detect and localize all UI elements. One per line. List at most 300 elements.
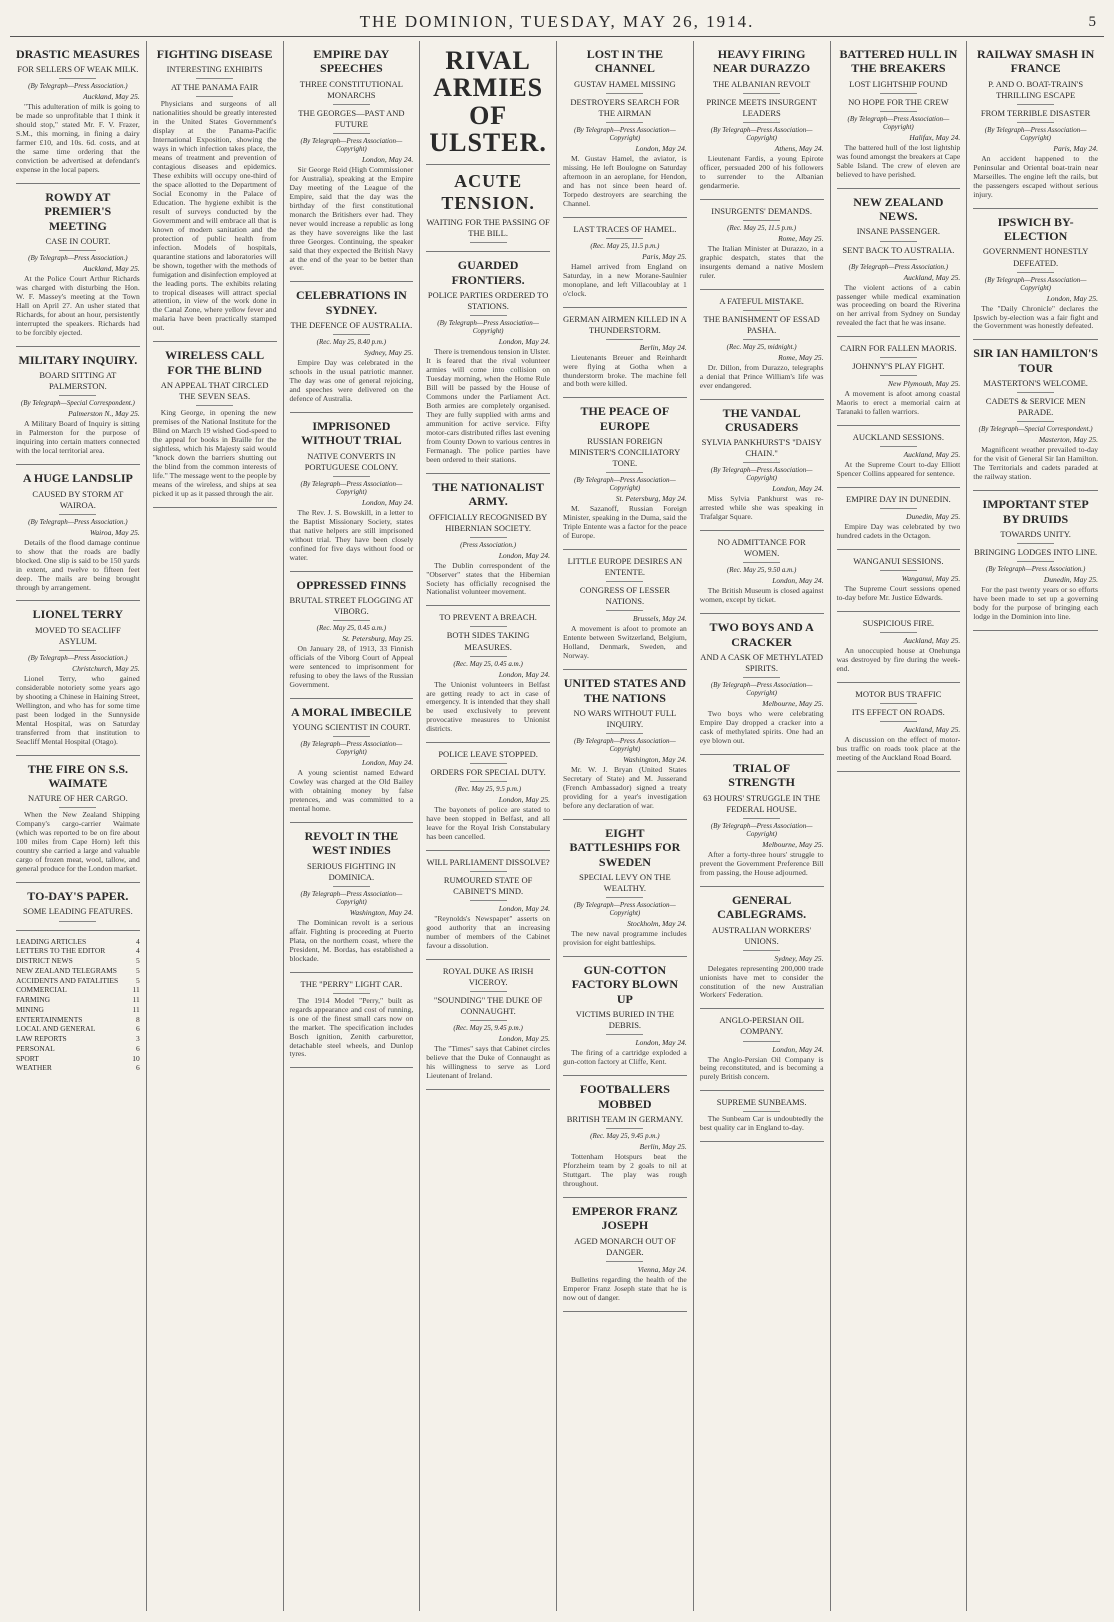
article-place: Melbourne, May 25. [762, 699, 824, 709]
article [700, 406, 824, 523]
article-subheading: WANGANUI SESSIONS. [853, 556, 944, 567]
article-body: A movement is afoot among coastal Maoris to erect a memorial cairn at Taranaki to fallen warriors. [836, 389, 961, 417]
article-subheading: DESTROYERS SEARCH FOR THE AIRMAN [570, 96, 680, 118]
article-subheading: ANGLO-PERSIAN OIL COMPANY. [719, 1015, 804, 1037]
article-headline: EIGHT BATTLESHIPS FOR SWEDEN [569, 825, 681, 869]
article-place: Athens, May 24. [774, 143, 824, 153]
article-subheading: GUSTAV HAMEL MISSING [574, 78, 676, 89]
contents-row [16, 946, 140, 956]
article-headline: DRASTIC MEASURES [16, 47, 140, 61]
rule-divider [606, 581, 643, 582]
article-body: Lieutenants Breuer and Reinhardt were flying at Gotha when a thunderstorm broke. The machine fell and both were killed. [563, 352, 687, 389]
contents-page: 5 [136, 956, 140, 965]
article-place: Auckland, May 25. [903, 450, 961, 460]
article-subheading: JOHNNY'S PLAY FIGHT. [852, 361, 945, 372]
article-separator [563, 307, 687, 308]
rule-divider [1017, 272, 1054, 273]
article-dateline: (By Telegraph—Press Association.) [28, 82, 128, 91]
article-headline: ACUTE TENSION. [441, 171, 535, 213]
article-body: Empire Day was celebrated in the schools in the usual patriotic manner. The day was one of general rejoicing, and speeches were delivered on the defence of Australia. [289, 358, 414, 404]
contents-label: LETTERS TO THE EDITOR [16, 946, 106, 956]
article-dateline: (By Telegraph—Press Association—Copyright) [847, 114, 950, 131]
article-subheading: OFFICIALLY RECOGNISED BY HIBERNIAN SOCIETY. [428, 511, 548, 533]
article-body: On January 28, of 1913, 33 Finnish officials of the Viborg Court of Appeal were sentenced to imprisonment for refusing to obey the laws of the Russian Government. [289, 644, 414, 689]
article-place: London, May 24. [362, 154, 414, 164]
article-body: The new naval programme includes provision for eight battleships. [563, 929, 687, 947]
article-separator [700, 199, 824, 200]
rule-divider [743, 462, 780, 463]
article-subheading: NO ADMITTANCE FOR WOMEN. [717, 537, 806, 559]
rule-divider [880, 375, 917, 376]
article-body: Two boys who were celebrating Empire Day dropped a cracker into a cask of methylated spirits. One had an eye blown out. [699, 709, 824, 746]
article-separator [563, 217, 687, 218]
article-subheading: NATIVE CONVERTS IN PORTUGUESE COLONY. [304, 450, 399, 472]
column-5 [557, 41, 694, 1611]
rule-divider [196, 405, 233, 406]
article-subheading: MOTOR BUS TRAFFIC [855, 689, 942, 700]
article [837, 343, 961, 417]
article-separator [563, 819, 687, 820]
article-place: Dunedin, May 25. [906, 512, 961, 522]
article-headline: GUARDED FRONTIERS. [451, 258, 525, 287]
article-separator [16, 882, 140, 883]
article-body: Hamel arrived from England on Saturday, in a new Morane-Saulnier monoplane, and left Villacoublay at 1 o'clock. [563, 261, 687, 298]
article-separator [973, 208, 1098, 209]
column-8 [967, 41, 1104, 1611]
article-separator [426, 959, 550, 960]
article-place: London, May 24. [498, 904, 550, 914]
article-subheading: LOST LIGHTSHIP FOUND [849, 78, 948, 89]
rule-divider [333, 886, 370, 887]
article-body: The bayonets of police are stated to have been stopped in Belfast, and all leave for the Royal Irish Constabulary has been cancelled. [426, 805, 550, 842]
article-dateline: (Rec. May 25, 9.50 a.m.) [726, 566, 797, 575]
article-body: A Military Board of Inquiry is sitting in Palmerston for the purpose of inquiring into certain matters connected with the local territorial area. [16, 419, 140, 456]
article-subheading: EMPIRE DAY IN DUNEDIN. [846, 494, 951, 505]
article [426, 857, 550, 951]
rule-divider [1017, 392, 1054, 393]
article-dateline: (By Telegraph—Press Association—Copyright) [710, 681, 813, 698]
rule-divider [743, 310, 780, 311]
article-separator [290, 281, 414, 282]
article [563, 314, 687, 390]
article-body: Magnificent weather prevailed to-day for the visit of General Sir Ian Hamilton. The Territorials and cadets paraded at the railway station. [973, 445, 1098, 482]
rule-divider [196, 96, 233, 97]
article-place: Auckland, May 25. [903, 636, 961, 646]
article-subheading: ITS EFFECT ON ROADS. [851, 707, 945, 718]
rule-divider [743, 818, 780, 819]
article-separator [837, 487, 961, 488]
article-separator [426, 850, 550, 851]
article-body: An accident happened to the Peninsular and Oriental boat-train near Marseilles. The engine left the rails, but the passengers escaped without serious injury. [973, 153, 1098, 199]
contents-page: 10 [132, 1053, 140, 1063]
article [426, 258, 550, 464]
article [837, 556, 961, 603]
rule-divider [333, 476, 370, 477]
rule-divider [606, 93, 643, 94]
contents-row [16, 1005, 140, 1015]
rule-divider [606, 610, 643, 611]
article-subheading: CAIRN FOR FALLEN MAORIS. [840, 343, 957, 354]
article-body: The Dominican revolt is a serious affair. Fighting is proceeding at Puerto Plata, on the northern coast, where the President, M. Bordas, has established a blockade. [289, 917, 414, 963]
article [973, 497, 1098, 622]
article-separator [700, 530, 824, 531]
article-body: The Unionist volunteers in Belfast are getting ready to act in case of emergency. It is intended that they shall be used exclusively to prevent provocative measures to Unionist districts. [426, 679, 550, 734]
rule-divider [880, 93, 917, 94]
article-place: London, May 24. [772, 484, 824, 494]
article-body: "This adulteration of milk is going to be made so unprofitable that I think it should stop," stated Mr. F. V. Frazer, S.M., this morning, in fining a dairy farmer £10, and 10s. 6d. costs, and at the same time ordering that the conviction be advertised at defendant's expense in the local papers. [16, 102, 140, 175]
article-subheading: BOTH SIDES TAKING MEASURES. [446, 630, 530, 652]
article-headline: THE VANDAL CRUSADERS [722, 405, 801, 434]
article-dateline: (Rec. May 25, 9.5 p.m.) [455, 785, 522, 794]
contents-page: 5 [136, 975, 140, 985]
article-body: The Sunbeam Car is undoubtedly the best quality car in England to-day. [699, 1114, 824, 1133]
article-headline: RAILWAY SMASH IN FRANCE [976, 47, 1095, 76]
article-separator [290, 571, 414, 572]
article [290, 288, 414, 404]
article-subheading: CADETS & SERVICE MEN PARADE. [985, 396, 1086, 418]
article-subheading: MASTERTON'S WELCOME. [983, 378, 1088, 389]
article [700, 296, 824, 391]
article-place: Sydney, May 25. [774, 953, 824, 963]
contents-row [16, 1054, 140, 1064]
article [563, 404, 687, 541]
article-separator [290, 972, 414, 973]
rule-divider [880, 632, 917, 633]
article-subheading: FOR SELLERS OF WEAK MILK. [17, 64, 139, 75]
article-place: Auckland, May 25. [903, 272, 961, 282]
rule-divider [470, 991, 507, 992]
contents-label: ENTERTAINMENTS [16, 1014, 83, 1024]
article-dateline: (By Telegraph—Press Association—Copyright) [437, 319, 539, 336]
article-headline: EMPIRE DAY SPEECHES [313, 47, 390, 76]
article [700, 761, 824, 878]
article-subheading: THE GEORGES—PAST AND FUTURE [298, 107, 405, 129]
article-dateline: (By Telegraph—Press Association—Copyright) [984, 275, 1087, 292]
article-headline: LIONEL TERRY [32, 607, 124, 622]
article-body: A young scientist named Edward Cowley was charged at the Old Bailey with obtaining money by false pretences, and was committed to a mental home. [289, 768, 414, 814]
article [837, 494, 961, 541]
article-subheading: THE BANISHMENT OF ESSAD PASHA. [703, 313, 820, 335]
article-subheading: YOUNG SCIENTIST IN COURT. [292, 722, 411, 733]
article-separator [563, 1197, 687, 1198]
rule-divider [880, 703, 917, 704]
rule-divider [880, 259, 917, 260]
article-body: Mr. W. J. Bryan (United States Secretary of State) and M. Jusserand (French Ambassador) signed a treaty providing for a year's investigation before any declaration of war. [563, 765, 687, 810]
contents-row [16, 985, 140, 995]
rule-divider [606, 733, 643, 734]
article [700, 47, 824, 191]
article-subheading: LAST TRACES OF HAMEL. [573, 223, 677, 234]
rule-divider [880, 446, 917, 447]
article-place: London, May 25. [498, 1034, 550, 1044]
article-subheading: POLICE LEAVE STOPPED. [438, 749, 538, 760]
article-body: M. Sazanoff, Russian Foreign Minister, speaking in the Duma, said the Triple Entente was a factor for the peace of Europe. [563, 504, 687, 541]
article-separator [290, 1067, 414, 1068]
rule-divider [470, 626, 507, 627]
article-headline: GENERAL CABLEGRAMS. [717, 892, 807, 922]
rule-divider [606, 339, 643, 340]
contents-row [16, 1063, 140, 1073]
contents-page: 11 [132, 995, 140, 1004]
contents-label: MINING [16, 1004, 44, 1014]
article-subheading: AT THE PANAMA FAIR [170, 82, 259, 93]
contents-list [16, 937, 140, 1074]
article [563, 676, 687, 811]
article [563, 1204, 687, 1303]
article [290, 829, 414, 964]
article-place: Auckland, May 25. [83, 264, 140, 274]
rule-divider [743, 93, 780, 94]
article-dateline: (Rec. May 25, 9.45 p.m.) [590, 1131, 660, 1140]
article-place: St. Petersburg, May 25. [342, 634, 414, 644]
article [700, 1097, 824, 1133]
article-place: St. Petersburg, May 24. [615, 494, 687, 504]
article-body: The Dublin correspondent of the "Observer" states that the Hibernian Society has officially recognised the Nationalist volunteer movement. [426, 560, 550, 597]
rule-divider [470, 315, 507, 316]
article-body: When the New Zealand Shipping Company's cargo-carrier Waimate (which was reported to be on fire about 100 miles from Cape Horn) left this country she carried a large and valuable cargo of frozen meat, wool, tallow, and general produce for the London market. [16, 810, 140, 874]
article [290, 419, 414, 563]
rule-divider [606, 122, 643, 123]
article-separator [290, 698, 414, 699]
article-subheading: NO WARS WITHOUT FULL INQUIRY. [573, 707, 677, 729]
article-subheading: BRINGING LODGES INTO LINE. [974, 546, 1098, 557]
article-separator [426, 251, 550, 252]
article-subheading: CONGRESS OF LESSER NATIONS. [579, 585, 670, 607]
article-headline: TO-DAY'S PAPER. [27, 889, 129, 904]
contents-page: 11 [132, 1004, 140, 1014]
article-headline: THE FIRE ON S.S. WAIMATE [27, 761, 129, 790]
rule-divider [1017, 421, 1054, 422]
article-subheading: AUCKLAND SESSIONS. [852, 432, 944, 443]
article [563, 224, 687, 299]
article-separator [973, 490, 1098, 491]
article-place: Berlin, May 24. [639, 342, 687, 352]
article-subheading: RUMOURED STATE OF CABINET'S MIND. [443, 875, 533, 897]
article-subheading: PRINCE MEETS INSURGENT LEADERS [706, 96, 817, 118]
article [700, 893, 824, 1001]
contents-page: 4 [136, 946, 140, 956]
article-subheading: GOVERNMENT HONESTLY DEFEATED. [982, 246, 1089, 268]
article [700, 206, 824, 281]
rule-divider [606, 472, 643, 473]
rule-divider [1017, 122, 1054, 123]
masthead [10, 8, 1104, 37]
columns [10, 41, 1104, 1611]
rule-divider [743, 339, 780, 340]
article-dateline: (By Telegraph—Press Association—Copyright) [300, 479, 403, 496]
contents-row [16, 1015, 140, 1025]
article-subheading: BOARD SITTING AT PALMERSTON. [39, 370, 117, 392]
contents-row [16, 976, 140, 986]
article-place: Washington, May 24. [349, 907, 414, 917]
contents-label: FARMING [16, 995, 51, 1004]
article-subheading: BRITISH TEAM IN GERMANY. [566, 1113, 684, 1124]
article-place: London, May 24. [772, 1044, 824, 1054]
article-headline: LOST IN THE CHANNEL [586, 47, 663, 76]
article-separator [700, 886, 824, 887]
article-separator [290, 412, 414, 413]
article-dateline: (Rec. May 25, 0.45 a.m.) [316, 624, 387, 633]
article-body: The violent actions of a cabin passenger while medical examination was proceeding on board the Riverina on her arrival from Sydney on Sunday revealed the fact that he was insane. [836, 282, 961, 328]
article-subheading: INSANE PASSENGER. [856, 226, 941, 237]
article [290, 578, 414, 690]
article-place: Stockholm, May 24. [627, 919, 687, 929]
article-subheading: P. AND O. BOAT-TRAIN'S THRILLING ESCAPE [988, 78, 1084, 100]
article-separator [700, 1141, 824, 1142]
rule-divider [333, 620, 370, 621]
rule-divider [880, 111, 917, 112]
article-body: A discussion on the effect of motor-bus traffic on roads took place at the meeting of the Auckland Road Board. [836, 735, 961, 763]
article-separator [563, 1075, 687, 1076]
article-headline: UNITED STATES AND THE NATIONS [563, 676, 686, 705]
article [837, 195, 961, 329]
article-body: King George, in opening the new premises of the National Institute for the Blind on March 19 wished God-speed to the appeal for books in Braille for the sightless, which his Majesty said would "knock down the barriers shutting out the blind from the common interests of life." The message went to the people by means of the wireless, and ships at sea picked it up as it passed through the air. [152, 408, 277, 498]
article-separator [426, 473, 550, 474]
article-subheading: LITTLE EUROPE DESIRES AN ENTENTE. [567, 556, 683, 578]
rule-divider [743, 1041, 780, 1042]
article-dateline: (By Telegraph—Press Association.) [28, 517, 128, 526]
contents-row [16, 966, 140, 976]
article-body: At the Police Court Arthur Richards was charged with disturbing the Hon. W. F. Massey's meeting at the Town Hall on April 27. An usher stated that Richards, for about an hour, persistently interrupted the speakers. Richards had to be forcibly ejected. [16, 274, 140, 337]
rule-divider [606, 897, 643, 898]
article-body: The Anglo-Persian Oil Company is being reconstituted, and is becoming a purely British concern. [699, 1054, 824, 1082]
article-place: Rome, May 25. [778, 352, 824, 362]
article-headline: OPPRESSED FINNS [296, 577, 407, 592]
article-separator [563, 669, 687, 670]
article-subheading: "SOUNDING" THE DUKE OF CONNAUGHT. [433, 995, 543, 1017]
column-2 [147, 41, 284, 1611]
rule-divider [59, 250, 96, 251]
article-subheading: A FATEFUL MISTAKE. [719, 295, 804, 306]
contents-label: WEATHER [16, 1063, 52, 1073]
article-dateline: (By Telegraph—Press Association—Copyright) [710, 466, 813, 483]
rule-divider [470, 781, 507, 782]
article-body: After a forty-three hours' struggle to prevent the Government Preference Bill from passing, the House adjourned. [699, 849, 824, 877]
article [16, 762, 140, 875]
article [16, 889, 140, 921]
contents-page: 8 [136, 1014, 140, 1024]
article-separator [837, 425, 961, 426]
contents-label: LAW REPORTS [16, 1034, 67, 1043]
article-body: The battered hull of the lost lightship was found amongst the breakers at Cape Sable Island. The crew of eleven are believed to have perished. [836, 142, 961, 179]
article [153, 47, 277, 333]
article-subheading: RUSSIAN FOREIGN MINISTER'S CONCILIATORY TONE. [569, 436, 681, 469]
article-subheading: CAUSED BY STORM AT WAIROA. [32, 488, 124, 510]
rule-divider [743, 677, 780, 678]
article-headline: ROWDY AT PREMIER'S MEETING [44, 190, 112, 233]
article-body: The firing of a cartridge exploded a gun-cotton factory at Cliffe, Kent. [563, 1048, 687, 1067]
article-place: Masterton, May 25. [1038, 435, 1098, 445]
column-7 [831, 41, 968, 1611]
article [16, 47, 140, 175]
article-dateline: (By Telegraph—Press Association—Copyright) [300, 740, 403, 757]
article-dateline: (Rec. May 25, 0.45 a.m.) [453, 659, 523, 668]
article-dateline: (Rec. May 25, midnight.) [726, 342, 797, 351]
article-subheading: POLICE PARTIES ORDERED TO STATIONS. [427, 290, 549, 312]
article-body: The Supreme Court sessions opened to-day before Mr. Justice Edwards. [836, 584, 961, 603]
article-separator [837, 549, 961, 550]
rule-divider [59, 807, 96, 808]
rule-divider [1017, 543, 1054, 544]
article-subheading: WAITING FOR THE PASSING OF THE BILL. [426, 217, 550, 239]
article-dateline: (By Telegraph—Press Association—Copyright) [984, 125, 1087, 142]
article-subheading: THE DEFENCE OF AUSTRALIA. [290, 320, 413, 331]
article-headline: THE NATIONALIST ARMY. [432, 479, 544, 509]
article-place: London, May 24. [362, 497, 414, 507]
rule-divider [470, 900, 507, 901]
article-body: The Rev. J. S. Bowskill, in a letter to the Baptist Missionary Society, states that native helpers are still imprisoned without trial. They have been closely confined for five days without food or water. [289, 507, 414, 562]
article-subheading: NO HOPE FOR THE CREW [848, 96, 949, 107]
contents-label: LOCAL AND GENERAL [16, 1024, 96, 1034]
article [973, 47, 1098, 200]
article [426, 480, 550, 598]
article-place: London, May 25. [1046, 293, 1098, 303]
article-headline: RIVAL ARMIES OF ULSTER. [429, 46, 547, 157]
article-headline: A HUGE LANDSLIP [22, 471, 133, 486]
article [290, 47, 414, 273]
rule-divider [470, 537, 507, 538]
contents-label: PERSONAL [16, 1043, 55, 1053]
contents-label: LEADING ARTICLES [16, 936, 87, 946]
rule-divider [606, 1034, 643, 1035]
article-subheading: TOWARDS UNITY. [1000, 528, 1071, 539]
contents-row [16, 1024, 140, 1034]
contents-label: ACCIDENTS AND FATALITIES [16, 975, 119, 985]
article [290, 705, 414, 814]
article [426, 612, 550, 734]
article-separator [426, 164, 550, 165]
contents-label: COMMERCIAL [16, 985, 67, 995]
article-dateline: (By Telegraph—Press Association—Copyright) [300, 889, 403, 906]
article-place: London, May 24. [498, 550, 550, 560]
article-headline: SIR IAN HAMILTON'S TOUR [973, 346, 1098, 375]
rule-divider [1017, 561, 1054, 562]
article-body: Dr. Dillon, from Durazzo, telegraphs a denial that Prince William's life was ever endangered. [699, 362, 824, 390]
article-subheading: AND A CASK OF METHYLATED SPIRITS. [700, 652, 824, 674]
article-body: Lieutenant Fardis, a young Epirote officer, persuaded 200 of his followers to surrender to the Albanian gendarmerie. [699, 153, 824, 190]
article-subheading: AN APPEAL THAT CIRCLED THE SEVEN SEAS. [160, 380, 269, 402]
article-body: Miss Sylvia Pankhurst was re-arrested while she was speaking in Trafalgar Square. [699, 494, 824, 522]
article-separator [290, 822, 414, 823]
article [16, 471, 140, 592]
article-body: The 1914 Model "Perry," built as regards appearance and cost of running, is one of the finest small cars now on the market. The specification includes Bosch ignition, Zenith carburettor, detachable steel wheels, and Dunlop tyres. [289, 995, 414, 1059]
article-body: Lionel Terry, who gained considerable notoriety some years ago by shooting a Chinese in Haining Street, Wellington, and who has for some time past been lodged in the Sunnyside Mental Hospital, was on Saturday transferred from that institution to Seacliff Mental Hospital (Otago). [16, 673, 140, 746]
article-place: London, May 24. [498, 337, 550, 347]
rule-divider [606, 1128, 643, 1129]
article-separator [16, 930, 140, 931]
article-separator [16, 183, 140, 184]
article-dateline: (By Telegraph—Press Association—Copyright) [574, 125, 676, 142]
article [700, 537, 824, 605]
article-headline: TRIAL OF STRENGTH [728, 761, 795, 790]
contents-row [16, 956, 140, 966]
article-headline: IPSWICH BY-ELECTION [997, 214, 1074, 244]
page-number: 5 [1088, 14, 1098, 30]
article-dateline: (By Telegraph—Press Association—Copyright) [574, 476, 676, 493]
article-dateline: (By Telegraph—Press Association—Copyright) [574, 901, 676, 918]
article-place: London, May 24. [362, 758, 414, 768]
article-place: London, May 24. [772, 576, 824, 586]
rule-divider [470, 871, 507, 872]
article-place: Berlin, May 25. [639, 1141, 687, 1151]
article [837, 689, 961, 763]
article-subheading: SPECIAL LEVY ON THE WEALTHY. [579, 871, 671, 893]
contents-page: 6 [136, 1043, 140, 1053]
article-headline: NEW ZEALAND NEWS. [853, 194, 944, 224]
article-place: Auckland, May 25. [903, 725, 961, 735]
article-separator [700, 613, 824, 614]
rule-divider [470, 656, 507, 657]
